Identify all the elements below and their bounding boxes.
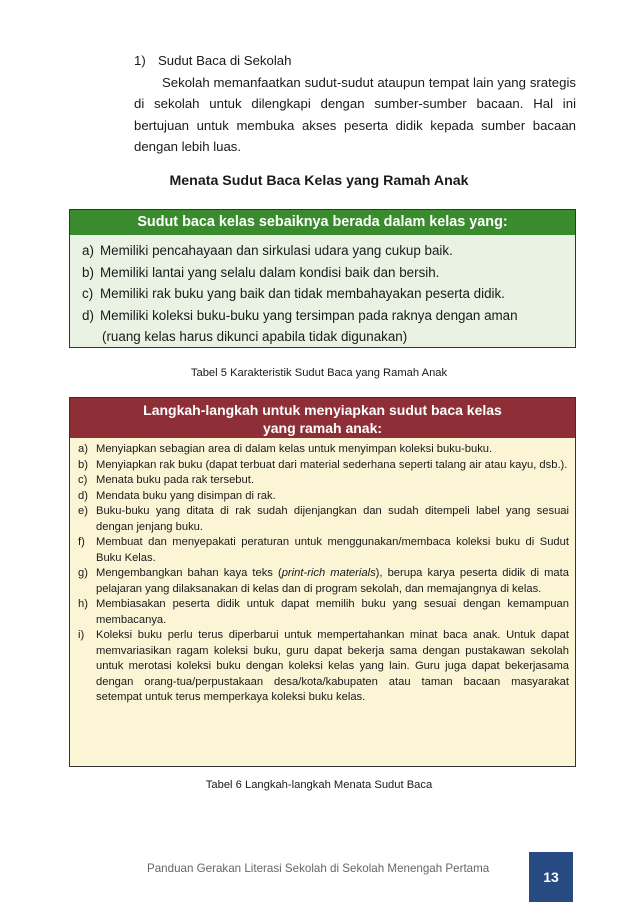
item-text: Menata buku pada rak tersebut. [96,474,254,486]
table-caption-6: Tabel 6 Langkah-langkah Menata Sudut Baca [205,779,433,791]
steps-box [69,397,576,767]
list-item [78,597,569,628]
list-item [82,240,567,262]
list-item [78,489,569,505]
item-text: Menyiapkan sebagian area di dalam kelas untuk menyimpan koleksi buku-buku. [96,443,493,455]
footer-text: Panduan Gerakan Literasi Sekolah di Sekolah Menengah Pertama [147,862,490,875]
list-item [78,473,569,489]
steps-header [70,398,575,438]
item-text: Menyiapkan rak buku (dapat terbuat dari material sederhana seperti talang air atau kayu, dsb.). [96,458,568,471]
list-item [82,305,567,327]
list-item [78,504,569,535]
item-text: Membiasakan peserta didik untuk dapat memilih buku yang sesuai dengan kemampuan membacanya. [96,598,569,626]
item-marker: d) [78,489,88,502]
item-marker: f) [78,536,85,548]
item-marker: b) [78,458,88,471]
item-text: Membuat dan menyepakati peraturan untuk menggunakan/membaca koleksi buku di Sudut Buku Kelas. [96,536,569,564]
section-sudut-baca-sekolah [134,50,576,158]
characteristics-list [70,235,575,348]
item-text: Buku-buku yang ditata di rak sudah dijenjangkan dan sudah ditempeli label yang sesuai dengan jenjang buku. [96,505,569,533]
characteristics-box [69,209,576,348]
item-marker: c) [78,474,88,486]
list-item [78,535,569,566]
item-text-before: Mengembangkan bahan kaya teks ( [96,567,282,579]
section-title: Sudut Baca di Sekolah [158,53,292,68]
section-number: 1) [134,53,146,68]
item-text: Memiliki lantai yang selalu dalam kondisi baik dan bersih. [100,264,440,280]
item-continuation: (ruang kelas harus dikunci apabila tidak digunakan) [102,329,408,344]
list-item [82,262,567,284]
section-paragraph: Sekolah memanfaatkan sudut-sudut ataupun tempat lain yang srategis di sekolah untuk dilengkapi dengan sumber-sumber bacaan. Hal ini bertujuan untuk membuka akses peserta didik kepada sumber bacaan dengan lebih luas. [134,74,576,154]
item-marker: b) [82,264,94,280]
item-text: Memiliki pencahayaan dan sirkulasi udara yang cukup baik. [100,243,453,258]
list-item [78,566,569,597]
characteristics-header: Sudut baca kelas sebaiknya berada dalam kelas yang: [70,210,575,235]
steps-header-line: yang ramah anak: [262,420,383,436]
table-caption-5: Tabel 5 Karakteristik Sudut Baca yang Ramah Anak [190,367,448,379]
list-item [78,458,569,474]
item-text: Memiliki rak buku yang baik dan tidak membahayakan peserta didik. [100,286,505,301]
item-text-after: ), berupa karya peserta didik di mata pelajaran yang dilaksanakan di kelas dan di program sekolah, dan memajangnya di kelas. [96,567,569,595]
steps-list [70,438,575,706]
item-marker: c) [82,286,94,301]
item-marker: e) [78,505,88,517]
item-marker: g) [78,567,88,579]
item-marker: d) [82,307,94,323]
section-title-line [134,50,576,72]
steps-header-line: Langkah-langkah untuk menyiapkan sudut baca kelas [143,402,502,418]
item-text [96,566,569,597]
item-marker: a) [78,443,88,455]
item-text: Koleksi buku perlu terus diperbarui untuk mempertahankan minat baca anak. Untuk dapat memvariasikan ragam koleksi buku, guru dapat bekerja sama dengan pustakawan sekolah untuk merotasi koleksi buku dengan koleksi kelas yang lain. Guru juga dapat bekerjasama dengan orang-tua/perpustakaan desa/kota/kabupaten atau taman bacaan masyarakat setempat untuk terus memperkaya koleksi buku kelas. [96,629,569,703]
page-heading: Menata Sudut Baca Kelas yang Ramah Anak [169,173,469,189]
item-text: Mendata buku yang disimpan di rak. [96,489,276,502]
item-text-italic: print-rich materials [281,567,376,579]
item-marker: i) [78,629,85,641]
list-item [78,442,569,458]
list-item [78,628,569,706]
list-item [82,283,567,305]
item-marker: a) [82,243,94,258]
page-number: 13 [529,852,573,902]
item-marker: h) [78,598,88,610]
item-text: Memiliki koleksi buku-buku yang tersimpan pada raknya dengan aman [100,307,518,323]
